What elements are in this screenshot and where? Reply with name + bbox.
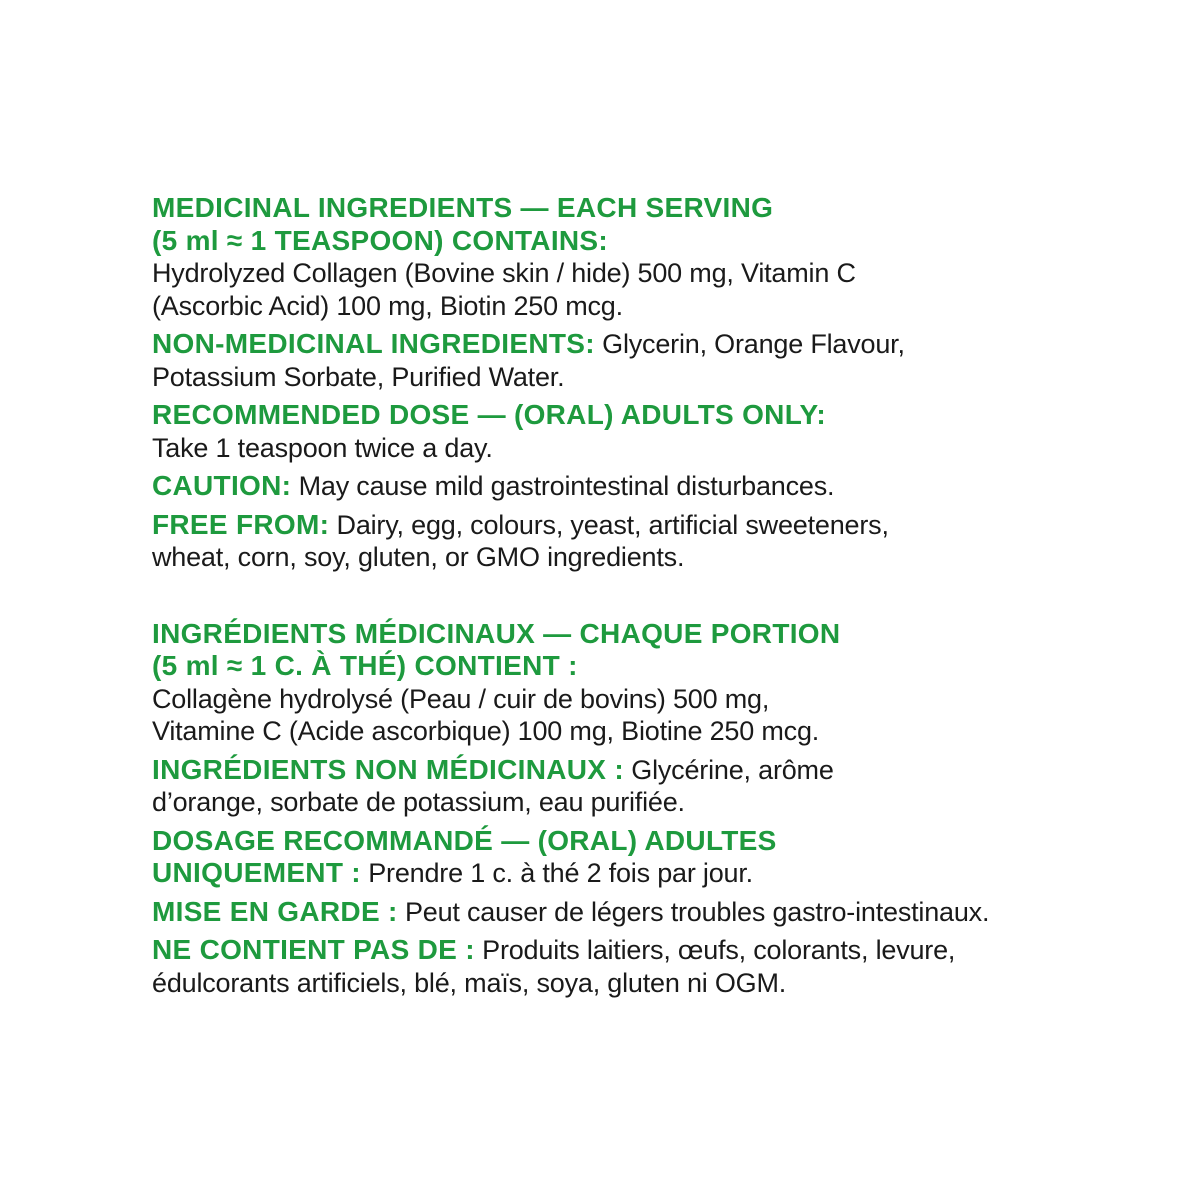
en-ingredient-biotin-detail: 250 mcg. xyxy=(506,290,623,321)
fr-free-from xyxy=(152,934,1152,999)
en-non-medicinal-text-line1: Glycerin, Orange Flavour, xyxy=(594,329,905,359)
en-dose-text: Take 1 teaspoon twice a day. xyxy=(152,432,493,463)
en-non-medicinal-text-line2: Potassium Sorbate, Purified Water. xyxy=(152,361,565,392)
en-medicinal-line2 xyxy=(152,290,1152,323)
product-label xyxy=(152,192,1152,999)
en-ingredient-vitamin-c: Vitamin C xyxy=(741,258,856,288)
fr-ingredient-vitamin-c: Vitamine C xyxy=(152,716,282,746)
en-dose-heading: RECOMMENDED DOSE — (ORAL) ADULTS ONLY: xyxy=(152,399,827,430)
en-caution-heading: CAUTION: xyxy=(152,470,292,501)
en-free-from-text-line2: wheat, corn, soy, gluten, or GMO ingredients. xyxy=(152,542,685,572)
fr-medicinal-ingredients xyxy=(152,618,1152,748)
en-free-from xyxy=(152,509,1152,574)
fr-medicinal-heading-line1: INGRÉDIENTS MÉDICINAUX — CHAQUE PORTION xyxy=(152,617,841,649)
en-medicinal-heading-line1: MEDICINAL INGREDIENTS — EACH SERVING xyxy=(152,192,774,223)
fr-ingredient-vitamin-c-detail: (Acide ascorbique) 100 mg, xyxy=(281,716,622,746)
fr-non-medicinal-heading: INGRÉDIENTS NON MÉDICINAUX : xyxy=(152,753,624,785)
fr-recommended-dose xyxy=(152,825,1152,890)
fr-medicinal-heading-line2: (5 ml ≈ 1 C. À THÉ) CONTIENT : xyxy=(152,650,578,681)
fr-dose-heading-line1: DOSAGE RECOMMANDÉ — (ORAL) ADULTES xyxy=(152,824,777,856)
fr-medicinal-line1 xyxy=(152,683,1152,716)
en-medicinal-line1 xyxy=(152,257,1152,290)
fr-caution xyxy=(152,896,1152,929)
en-ingredient-vitamin-c-detail: (Ascorbic Acid) 100 mg, xyxy=(152,290,440,321)
fr-dose-heading-line2: UNIQUEMENT : xyxy=(152,857,361,888)
fr-free-from-text-line1: Produits laitiers, œufs, colorants, levure, xyxy=(474,935,956,965)
fr-non-medicinal-ingredients xyxy=(152,754,1152,819)
fr-free-from-heading: NE CONTIENT PAS DE : xyxy=(152,934,475,965)
en-free-from-text-line1: Dairy, egg, colours, yeast, artificial sweeteners, xyxy=(329,509,889,540)
en-ingredient-biotin: Biotin xyxy=(439,290,507,321)
fr-free-from-text-line2: édulcorants artificiels, blé, maïs, soya, gluten ni OGM. xyxy=(152,967,787,998)
en-ingredient-collagen-detail: (Bovine skin / hide) 500 mg, xyxy=(397,258,742,288)
en-recommended-dose xyxy=(152,399,1152,464)
fr-non-medicinal-text-line2: d’orange, sorbate de potassium, eau purifiée. xyxy=(152,787,685,817)
en-caution-text: May cause mild gastrointestinal disturbances. xyxy=(291,471,835,501)
fr-caution-heading: MISE EN GARDE : xyxy=(152,895,398,927)
en-medicinal-ingredients xyxy=(152,192,1152,322)
fr-dose-text: Prendre 1 c. à thé 2 fois par jour. xyxy=(360,858,753,888)
en-free-from-heading: FREE FROM: xyxy=(152,508,330,540)
fr-ingredient-biotin-detail: 250 mcg. xyxy=(702,716,820,746)
fr-caution-text: Peut causer de légers troubles gastro-intestinaux. xyxy=(397,896,990,927)
fr-medicinal-line2 xyxy=(152,715,1152,748)
en-non-medicinal-heading: NON-MEDICINAL INGREDIENTS: xyxy=(152,328,595,359)
en-medicinal-heading-line2: (5 ml ≈ 1 TEASPOON) CONTAINS: xyxy=(152,224,609,256)
fr-ingredient-biotin: Biotine xyxy=(621,716,703,746)
en-non-medicinal-ingredients xyxy=(152,328,1152,393)
en-caution xyxy=(152,470,1152,503)
fr-non-medicinal-text-line1: Glycérine, arôme xyxy=(623,754,834,785)
fr-ingredient-collagen-detail: (Peau / cuir de bovins) 500 mg, xyxy=(392,683,770,714)
fr-ingredient-collagen: Collagène hydrolysé xyxy=(152,683,393,714)
en-ingredient-collagen: Hydrolyzed Collagen xyxy=(152,258,398,288)
